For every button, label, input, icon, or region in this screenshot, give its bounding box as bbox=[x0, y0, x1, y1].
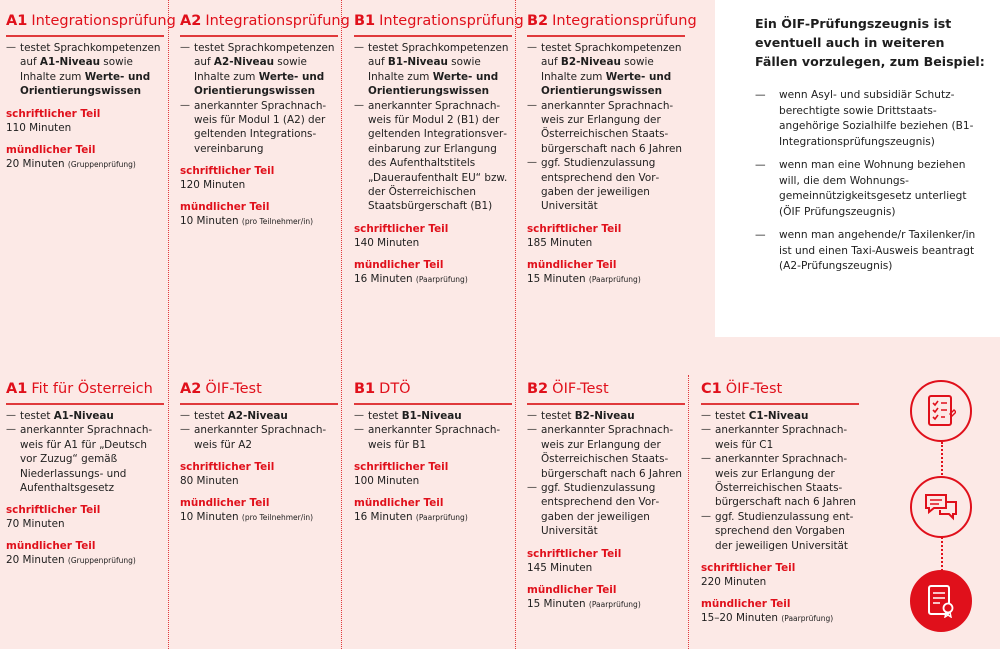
feature-text: anerkannter Sprachnachweis zur Erlangung der Österreichischen Staatsbürgerschaft nach 6 Jahren bbox=[541, 424, 682, 480]
feature-item bbox=[701, 409, 861, 423]
oral-duration bbox=[527, 597, 687, 612]
feature-item bbox=[354, 423, 514, 452]
written-part-label: schriftlicher Teil bbox=[180, 461, 275, 474]
feature-list bbox=[354, 409, 514, 452]
feature-text: B1-Niveau bbox=[387, 56, 448, 69]
feature-text: testet bbox=[715, 410, 749, 422]
duration-value: 20 Minuten bbox=[6, 554, 65, 567]
exam-title bbox=[180, 380, 338, 405]
duration-value: 185 Minuten bbox=[527, 236, 593, 249]
feature-text: testet bbox=[194, 410, 228, 422]
exam-name: ÖIF-Test bbox=[552, 381, 609, 397]
written-duration bbox=[354, 236, 514, 250]
feature-text: testet bbox=[541, 410, 575, 422]
duration-value: 10 Minuten bbox=[180, 511, 239, 524]
written-duration bbox=[527, 561, 687, 575]
written-part-label: schriftlicher Teil bbox=[527, 222, 622, 235]
feature-text: Werte- und Orientierungswissen bbox=[20, 70, 151, 98]
feature-item bbox=[354, 41, 514, 99]
feature-text: C1-Niveau bbox=[748, 410, 809, 422]
info-item: — wenn Asyl- und subsidiär Schutzberechtigte sowie Drittstaatsangehörige Sozialhilfe beziehen (B1-Integrationsprüfungszeugnis) bbox=[755, 89, 974, 148]
exam-title bbox=[6, 380, 164, 405]
feature-text: sowie Inhalte zum bbox=[20, 56, 133, 83]
feature-item bbox=[527, 481, 687, 539]
oral-duration bbox=[701, 611, 861, 626]
level-label: B1 bbox=[354, 13, 376, 29]
exam-card-b2-integration bbox=[527, 12, 697, 287]
feature-text: testet Sprachkompetenzen auf bbox=[20, 42, 161, 69]
duration-value: 70 Minuten bbox=[6, 518, 65, 531]
info-item: — wenn man eine Wohnung beziehen will, die dem Wohnungsgemeinnützigkeitsgesetz unterliegt (ÖIF Prüfungszeugnis) bbox=[755, 159, 967, 218]
feature-text: A2-Niveau bbox=[227, 410, 288, 422]
duration-value: 220 Minuten bbox=[701, 576, 767, 589]
feature-text: B2-Niveau bbox=[574, 410, 635, 422]
level-label: A2 bbox=[180, 381, 202, 397]
exam-card-b1-integration bbox=[354, 12, 524, 287]
exam-card-b2-oeif bbox=[527, 380, 687, 612]
feature-text: Werte- und Orientierungswissen bbox=[194, 70, 325, 98]
oral-part-label: mündlicher Teil bbox=[6, 540, 96, 553]
duration-value: 15–20 Minuten bbox=[701, 612, 779, 625]
feature-text: B1-Niveau bbox=[401, 410, 462, 422]
duration-value: 16 Minuten bbox=[354, 272, 413, 285]
duration-note: (Paarprüfung) bbox=[588, 274, 641, 284]
oral-part-label: mündlicher Teil bbox=[6, 143, 96, 156]
feature-list bbox=[180, 41, 340, 156]
duration-value: 15 Minuten bbox=[527, 597, 586, 610]
oral-duration bbox=[180, 214, 340, 229]
written-part-label: schriftlicher Teil bbox=[6, 504, 101, 517]
oral-duration bbox=[6, 553, 166, 568]
duration-value: 100 Minuten bbox=[354, 475, 420, 488]
oral-part-label: mündlicher Teil bbox=[354, 258, 444, 271]
info-box bbox=[715, 0, 1000, 337]
written-part-label: schriftlicher Teil bbox=[527, 547, 622, 560]
written-duration bbox=[180, 474, 340, 488]
written-part-label: schriftlicher Teil bbox=[180, 165, 275, 178]
feature-text: anerkannter Sprachnachweis zur Erlangung der Österreichischen Staatsbürgerschaft nach 6 Jahren bbox=[715, 453, 856, 509]
feature-list bbox=[6, 41, 166, 99]
oral-part-label: mündlicher Teil bbox=[180, 201, 270, 214]
feature-item bbox=[180, 423, 340, 452]
duration-note: (Gruppenprüfung) bbox=[67, 556, 136, 566]
duration-value: 120 Minuten bbox=[180, 179, 246, 192]
feature-text: testet bbox=[368, 410, 402, 422]
feature-list bbox=[527, 41, 687, 214]
exam-name: Integrationsprüfung bbox=[552, 13, 697, 29]
oral-duration bbox=[6, 157, 166, 172]
duration-note: (pro Teilnehmer/in) bbox=[241, 513, 314, 523]
feature-text: sowie Inhalte zum bbox=[541, 56, 654, 83]
exam-name: Integrationsprüfung bbox=[379, 13, 524, 29]
feature-item bbox=[527, 409, 687, 423]
info-item: — wenn man angehende/r Taxilenker/in ist und einen Taxi-Ausweis beantragt (A2-Prüfungszeugnis) bbox=[755, 229, 976, 272]
written-duration bbox=[180, 178, 340, 192]
column-separator bbox=[341, 0, 342, 649]
level-label: B2 bbox=[527, 13, 549, 29]
exam-card-a2-oeif bbox=[180, 380, 340, 525]
exam-card-b1-dtoe bbox=[354, 380, 514, 525]
feature-text: testet Sprachkompetenzen auf bbox=[368, 42, 509, 69]
feature-text: sowie Inhalte zum bbox=[194, 56, 307, 83]
feature-item bbox=[527, 156, 687, 214]
level-label: C1 bbox=[701, 381, 722, 397]
exam-card-a1-integration bbox=[6, 12, 176, 172]
exam-title bbox=[354, 12, 524, 37]
feature-text: anerkannter Sprachnachweis für A1 für „Deutsch vor Zuzug“ gemäß Niederlassungs- und Aufenthaltsgesetz bbox=[20, 424, 153, 495]
feature-text: A1-Niveau bbox=[53, 410, 114, 422]
feature-list bbox=[527, 409, 687, 539]
feature-text: Werte- und Orientierungswissen bbox=[541, 70, 672, 98]
exam-title bbox=[701, 380, 859, 405]
duration-note: (pro Teilnehmer/in) bbox=[241, 217, 314, 227]
feature-item bbox=[701, 423, 861, 452]
exam-title bbox=[180, 12, 350, 37]
duration-note: (Paarprüfung) bbox=[415, 513, 468, 523]
column-separator bbox=[515, 0, 516, 649]
duration-note: (Gruppenprüfung) bbox=[67, 159, 136, 169]
feature-item bbox=[527, 99, 687, 157]
feature-text: sowie Inhalte zum bbox=[368, 56, 481, 83]
feature-text: A2-Niveau bbox=[213, 56, 274, 69]
level-label: A1 bbox=[6, 381, 28, 397]
written-part-label: schriftlicher Teil bbox=[354, 222, 449, 235]
feature-item bbox=[701, 510, 861, 553]
info-title: Ein ÖIF-Prüfungszeugnis ist eventuell auch in weiteren Fällen vorzulegen, zum Beispiel: bbox=[755, 16, 985, 69]
exam-name: Integrationsprüfung bbox=[31, 13, 176, 29]
feature-text: ggf. Studienzulassung entsprechend den Vorgaben der jeweiligen Universität bbox=[541, 482, 660, 538]
feature-text: anerkannter Sprachnachweis für C1 bbox=[715, 424, 848, 451]
feature-item bbox=[527, 41, 687, 99]
feature-text: testet Sprachkompetenzen auf bbox=[194, 42, 335, 69]
feature-text: ggf. Studienzulassung entsprechend den Vorgaben der jeweiligen Universität bbox=[541, 157, 660, 213]
oral-duration bbox=[354, 510, 514, 525]
feature-item bbox=[6, 409, 166, 423]
duration-value: 15 Minuten bbox=[527, 272, 586, 285]
oral-part-label: mündlicher Teil bbox=[527, 583, 617, 596]
duration-value: 20 Minuten bbox=[6, 157, 65, 170]
feature-item bbox=[354, 99, 514, 214]
written-duration bbox=[6, 517, 166, 531]
exam-name: ÖIF-Test bbox=[205, 381, 262, 397]
feature-text: A1-Niveau bbox=[39, 56, 100, 69]
feature-list bbox=[354, 41, 514, 214]
feature-text: anerkannter Sprachnachweis zur Erlangung der Österreichischen Staatsbürgerschaft nach 6 Jahren bbox=[541, 99, 682, 155]
oral-part-label: mündlicher Teil bbox=[527, 258, 617, 271]
feature-item bbox=[180, 409, 340, 423]
written-duration bbox=[701, 575, 861, 589]
exam-card-a1-fit bbox=[6, 380, 166, 568]
feature-item bbox=[6, 41, 166, 99]
feature-text: anerkannter Sprachnachweis für Modul 1 (A2) der geltenden Integrationsvereinbarung bbox=[194, 99, 327, 155]
duration-note: (Paarprüfung) bbox=[588, 599, 641, 609]
duration-note: (Paarprüfung) bbox=[415, 274, 468, 284]
feature-list bbox=[6, 409, 166, 495]
level-label: A2 bbox=[180, 13, 202, 29]
exam-title bbox=[6, 12, 176, 37]
exam-title bbox=[354, 380, 512, 405]
exam-card-c1-oeif bbox=[701, 380, 861, 626]
info-list bbox=[755, 88, 985, 283]
exam-title bbox=[527, 380, 685, 405]
level-label: B2 bbox=[527, 381, 549, 397]
written-duration bbox=[527, 236, 687, 250]
written-part-label: schriftlicher Teil bbox=[354, 461, 449, 474]
feature-item bbox=[6, 423, 166, 495]
written-duration bbox=[354, 474, 514, 488]
level-label: A1 bbox=[6, 13, 28, 29]
oral-part-label: mündlicher Teil bbox=[354, 497, 444, 510]
duration-value: 140 Minuten bbox=[354, 236, 420, 249]
duration-value: 80 Minuten bbox=[180, 475, 239, 488]
exam-title bbox=[527, 12, 697, 37]
feature-item bbox=[180, 41, 340, 99]
duration-value: 110 Minuten bbox=[6, 121, 72, 134]
feature-text: anerkannter Sprachnachweis für Modul 2 (B1) der geltenden Integrationsvereinbarung zur Erlangung des Aufenthaltstitels „Daueraufenthalt EU“ bzw. der Österreichischen Staatsbürgerschaft (B1) bbox=[368, 99, 508, 213]
oral-part-label: mündlicher Teil bbox=[701, 598, 791, 611]
feature-item bbox=[527, 423, 687, 481]
exam-card-a2-integration bbox=[180, 12, 350, 229]
column-separator bbox=[168, 0, 169, 649]
feature-text: anerkannter Sprachnachweis für B1 bbox=[368, 424, 501, 451]
exam-name: ÖIF-Test bbox=[725, 381, 783, 397]
written-part-label: schriftlicher Teil bbox=[701, 562, 796, 575]
speech-bubbles-icon bbox=[910, 476, 972, 538]
exam-name: Integrationsprüfung bbox=[205, 13, 350, 29]
column-separator bbox=[688, 375, 689, 649]
checklist-icon bbox=[910, 380, 972, 442]
feature-list bbox=[180, 409, 340, 452]
oral-duration bbox=[354, 272, 514, 287]
feature-text: Werte- und Orientierungswissen bbox=[368, 70, 499, 98]
oral-duration bbox=[527, 272, 687, 287]
duration-value: 145 Minuten bbox=[527, 561, 593, 574]
duration-note: (Paarprüfung) bbox=[781, 614, 834, 624]
written-part-label: schriftlicher Teil bbox=[6, 107, 101, 120]
feature-text: B2-Niveau bbox=[560, 56, 621, 69]
oral-part-label: mündlicher Teil bbox=[180, 497, 270, 510]
certificate-icon bbox=[910, 570, 972, 632]
exam-name: Fit für Österreich bbox=[31, 381, 153, 397]
oral-duration bbox=[180, 510, 340, 525]
feature-text: ggf. Studienzulassung entsprechend den Vorgaben der jeweiligen Universität bbox=[715, 510, 854, 552]
feature-item bbox=[701, 452, 861, 510]
feature-text: anerkannter Sprachnachweis für A2 bbox=[194, 424, 327, 451]
feature-item bbox=[180, 99, 340, 157]
exam-name: DTÖ bbox=[379, 381, 411, 397]
duration-value: 10 Minuten bbox=[180, 215, 239, 228]
duration-value: 16 Minuten bbox=[354, 511, 413, 524]
feature-list bbox=[701, 409, 861, 553]
feature-text: testet Sprachkompetenzen auf bbox=[541, 42, 682, 69]
written-duration bbox=[6, 121, 166, 135]
feature-text: testet bbox=[20, 410, 54, 422]
feature-item bbox=[354, 409, 514, 423]
level-label: B1 bbox=[354, 381, 376, 397]
